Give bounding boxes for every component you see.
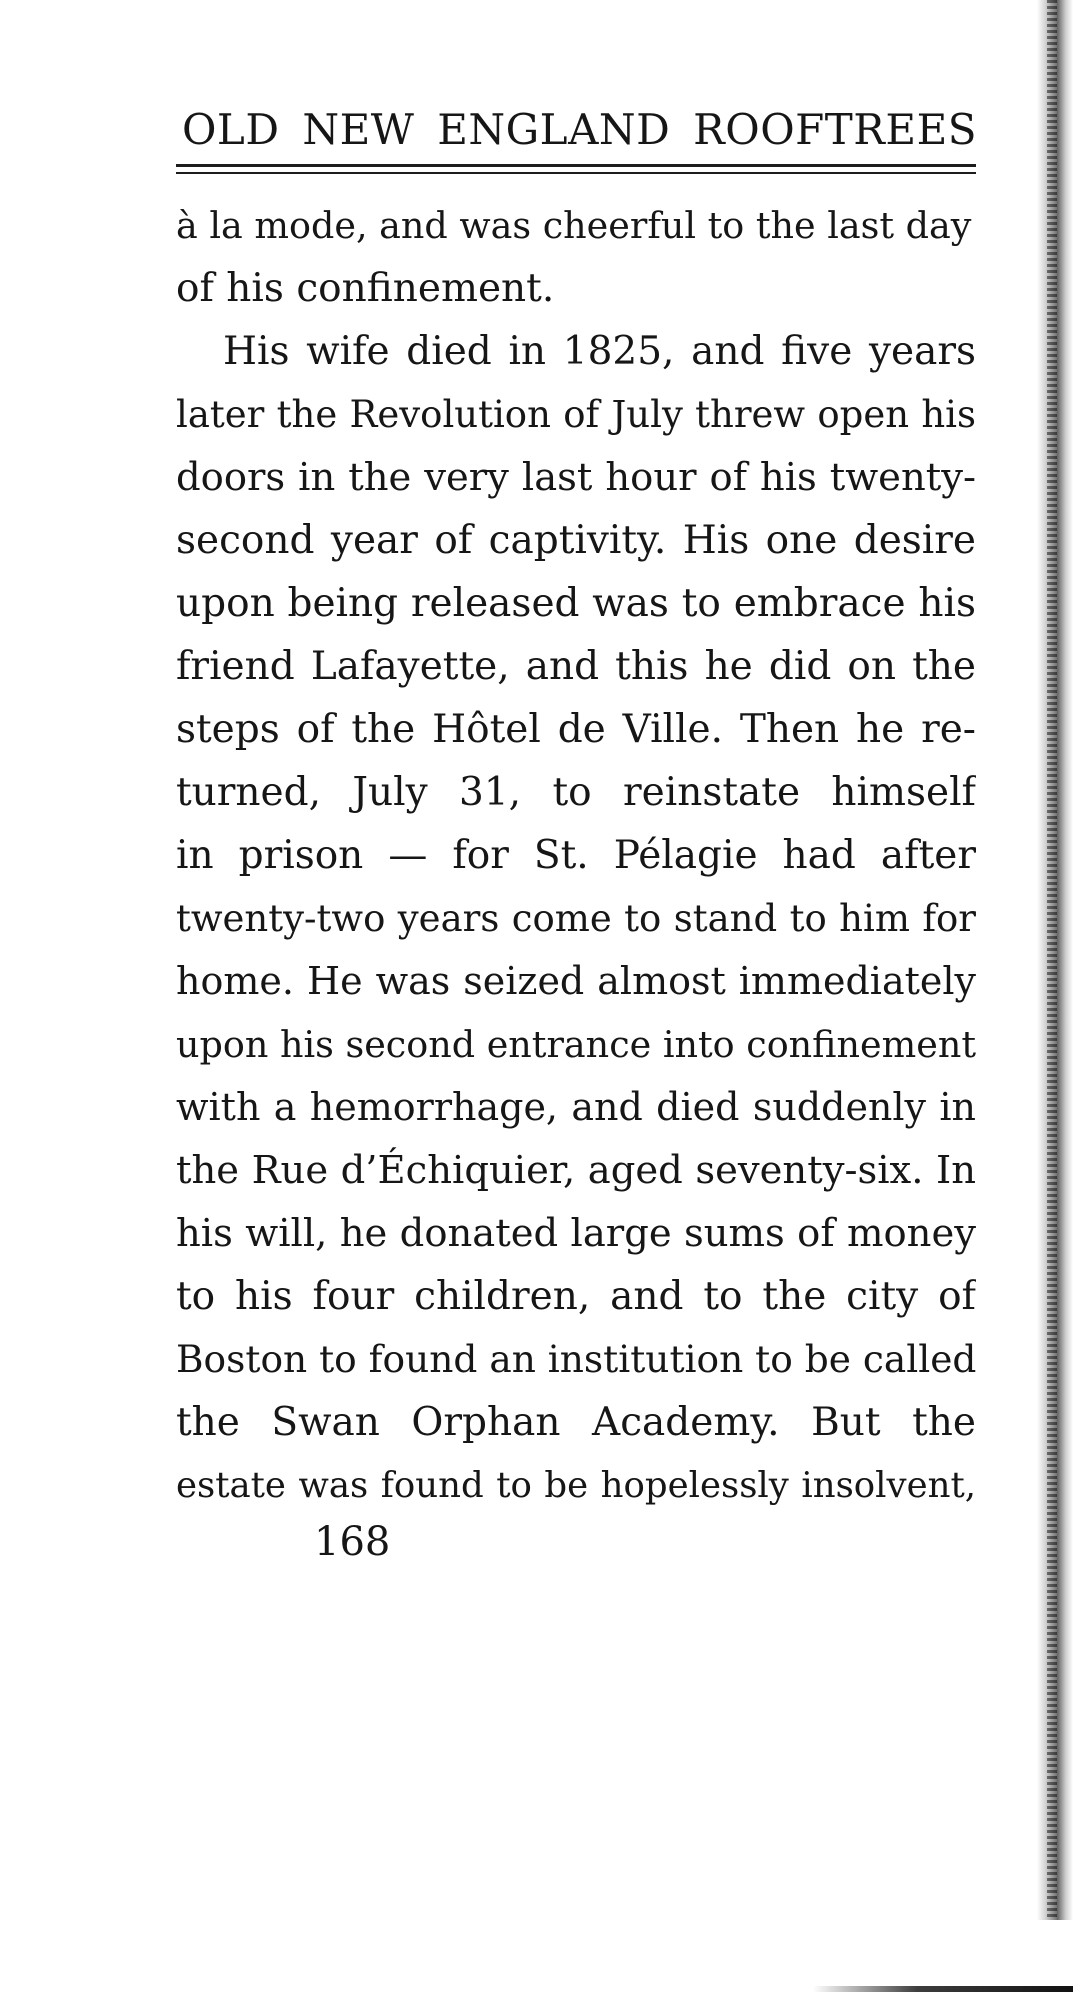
running-head: OLD NEW ENGLAND ROOFTREES [182,105,977,154]
text-line: the Rue d’Échiquier, aged seventy-six. In [176,1148,976,1193]
text-line: the Swan Orphan Academy. But the [176,1400,976,1445]
text-line: upon his second entrance into confinement [176,1023,976,1066]
text-line: of his confinement. [176,266,555,311]
text-line: estate was found to be hopelessly insolvent, [176,1465,976,1506]
text-line: second year of captivity. His one desire [176,518,976,563]
text-line: in prison — for St. Pélagie had after [176,833,976,878]
body-text [176,194,976,1517]
text-line: home. He was seized almost immediately [176,959,976,1003]
page-number: 168 [314,1519,391,1565]
text-line: His wife died in 1825, and five years [223,329,976,374]
text-line: upon being released was to embrace his [176,581,976,626]
text-line: à la mode, and was cheerful to the last day [176,204,972,247]
text-line: with a hemorrhage, and died suddenly in [176,1085,976,1129]
header-rule [176,164,976,174]
text-line: doors in the very last hour of his twenty- [176,455,976,500]
text-line: friend Lafayette, and this he did on the [176,644,976,689]
text-line: to his four children, and to the city of [176,1274,976,1319]
page-edge-shadow [1037,0,1073,1920]
text-line: turned, July 31, to reinstate himself [176,770,976,815]
text-line: Boston to found an institution to be called [176,1337,976,1381]
page-bottom-edge [813,1986,1073,1992]
text-line: steps of the Hôtel de Ville. Then he re- [176,707,976,752]
text-line: his will, he donated large sums of money [176,1211,976,1256]
text-line: twenty-two years come to stand to him for [176,897,976,940]
text-line: later the Revolution of July threw open his [176,393,976,436]
